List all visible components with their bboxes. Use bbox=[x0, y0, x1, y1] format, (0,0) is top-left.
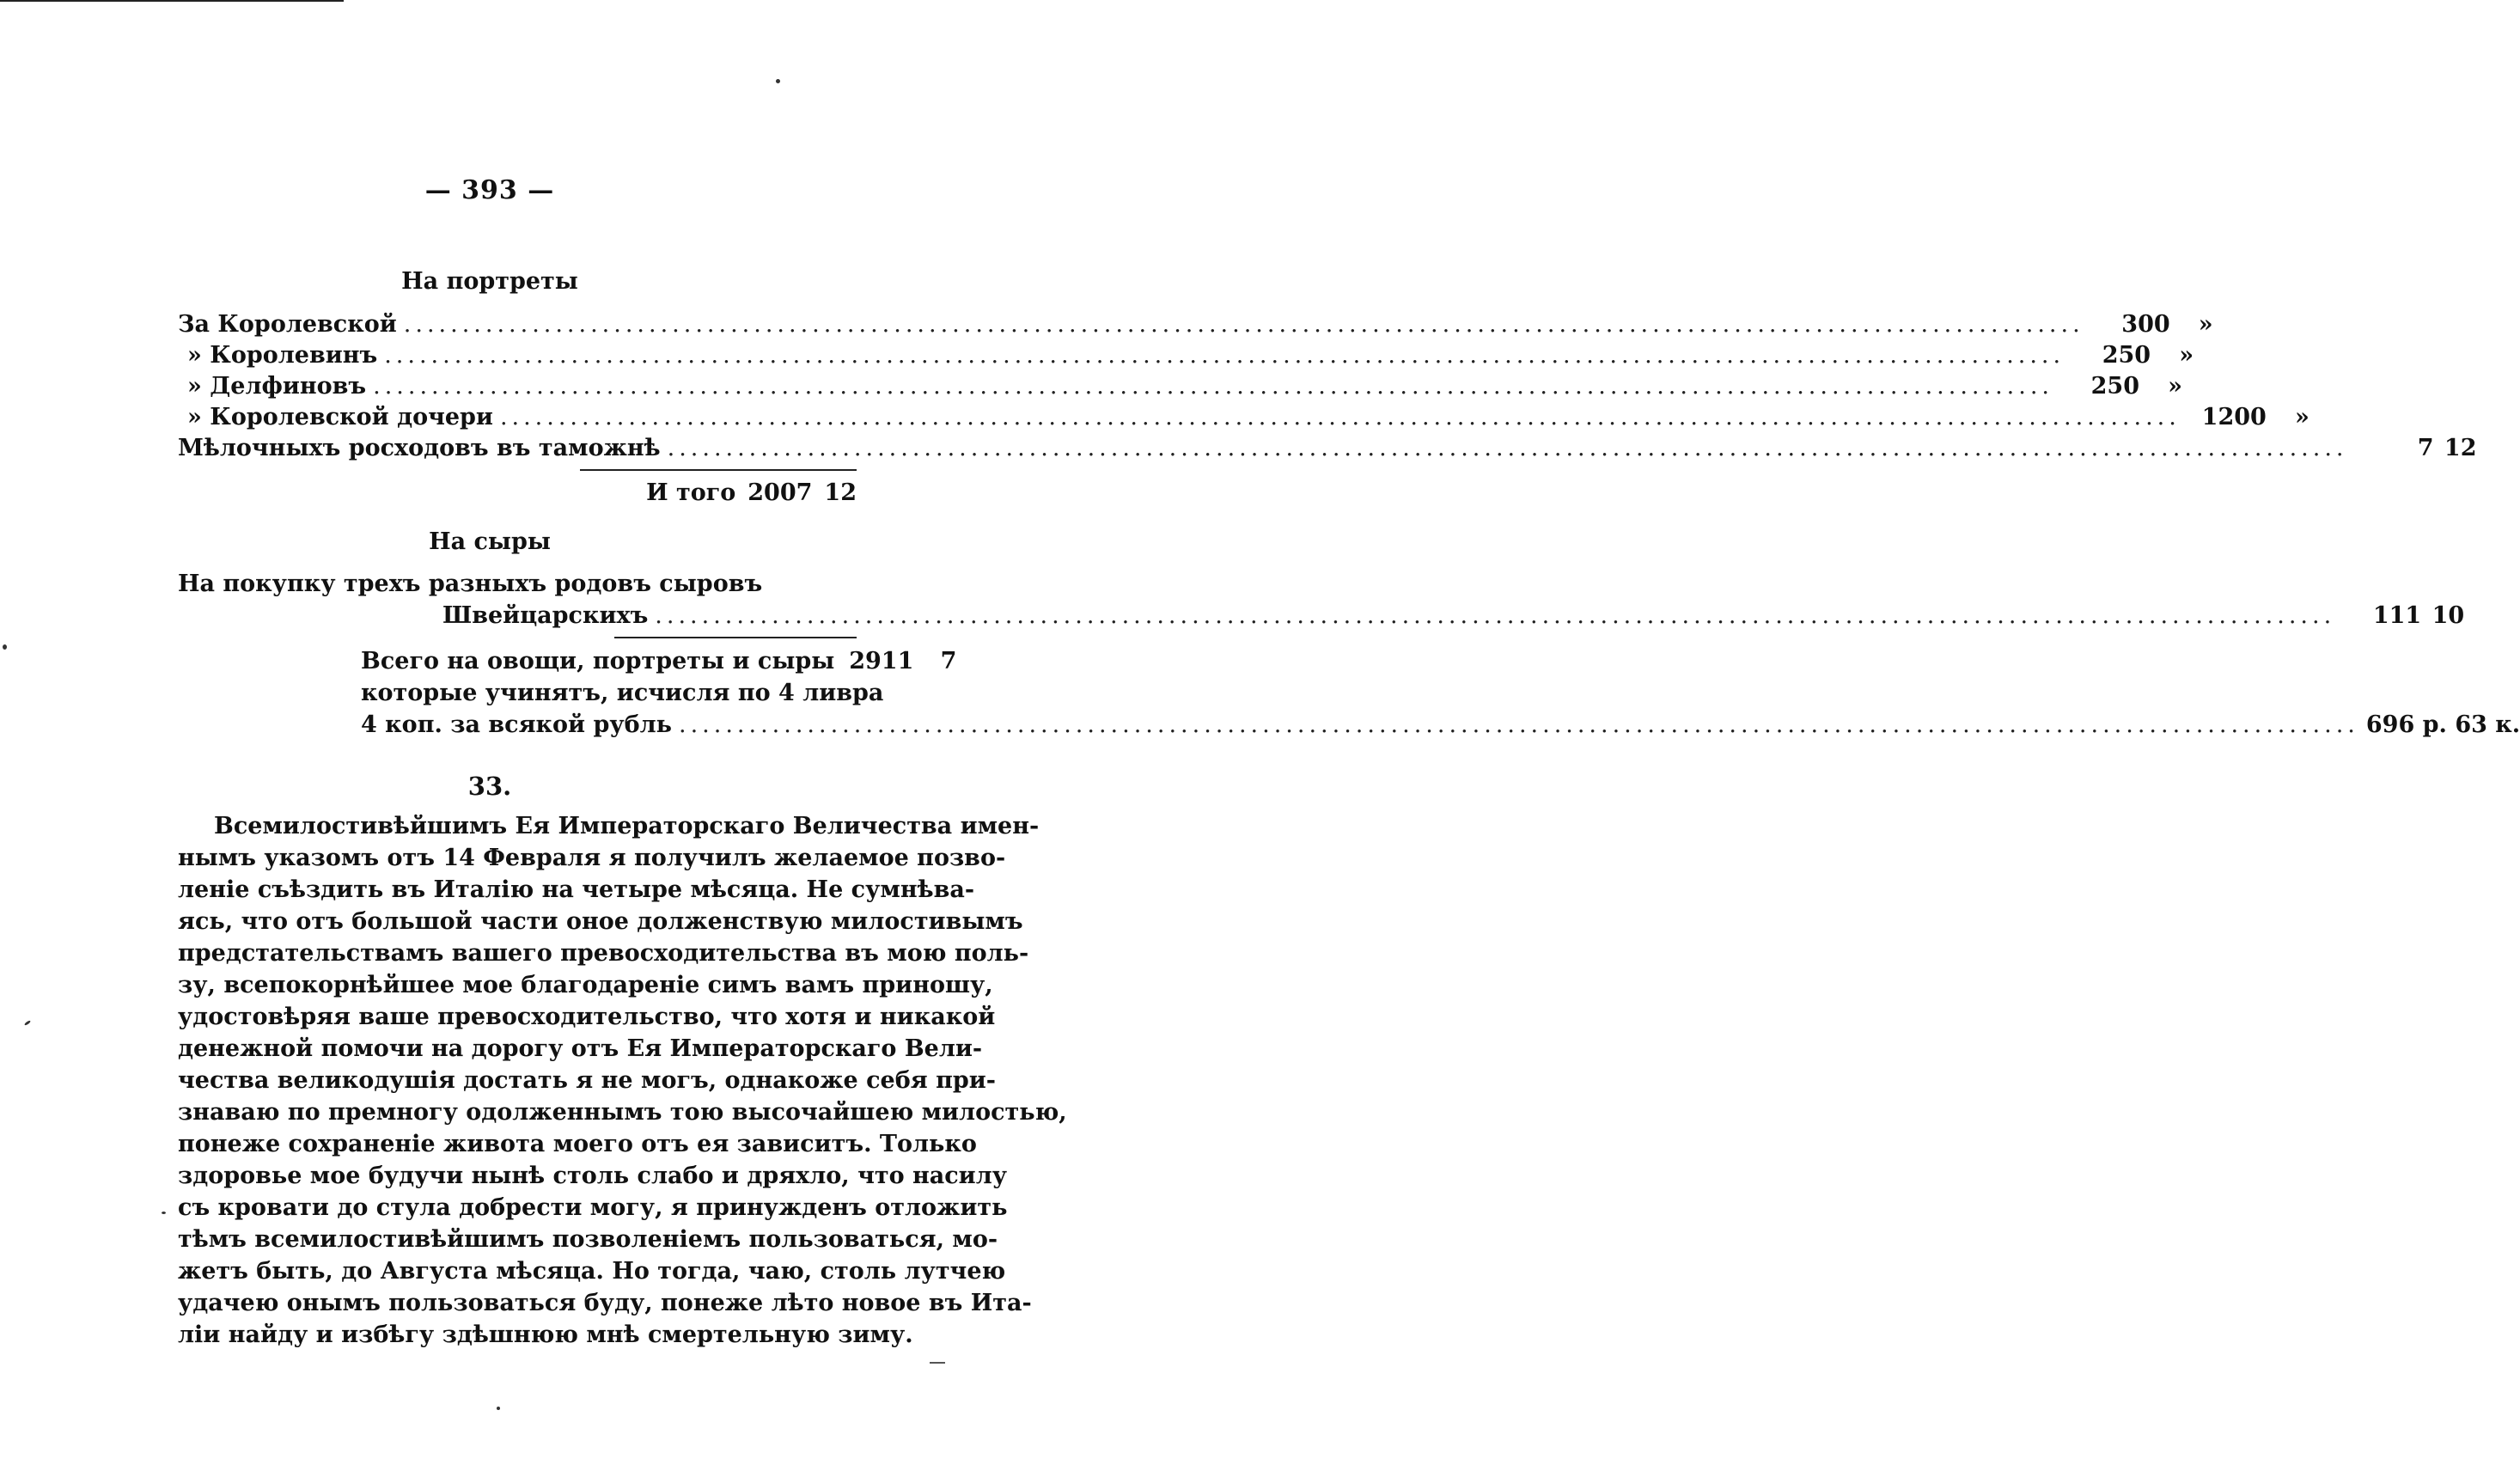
paragraph-line: съ кровати до стула добрести могу, я принужденъ отложить bbox=[178, 1194, 1008, 1221]
cheese-line: На покупку трехъ разныхъ родовъ сыровъ bbox=[178, 571, 763, 597]
summary-amount: 2911 bbox=[849, 648, 914, 675]
page-number: — 393 — bbox=[424, 175, 555, 205]
ledger-row bbox=[187, 373, 2183, 404]
ledger-row-amount: 1200 bbox=[2201, 404, 2267, 430]
total-rule bbox=[580, 469, 857, 471]
scan-mark bbox=[930, 1362, 945, 1364]
summary-label: 4 коп. за всякой рубль bbox=[361, 711, 672, 738]
ledger-row-unit: » bbox=[2198, 311, 2213, 338]
ledger-row bbox=[187, 404, 2309, 435]
paragraph-line: денежной помочи на дорогу отъ Ея Императорскаго Вели- bbox=[178, 1035, 983, 1062]
paragraph-line: лiи найду и избѣгу здѣшнюю мнѣ смертельную зиму. bbox=[178, 1322, 913, 1348]
letter-paragraph bbox=[178, 813, 1067, 1353]
ledger-row-amount: 250 bbox=[2102, 342, 2151, 369]
paragraph-line: понеже сохраненiе живота моего отъ ея зависитъ. Только bbox=[178, 1131, 977, 1157]
ledger-row-amount: 7 bbox=[2417, 435, 2434, 461]
paragraph-line: здоровье мое будучи нынѣ столь слабо и дряхло, что насилу bbox=[178, 1163, 1008, 1189]
ledger-row-label: Мѣлочныхъ росходовъ въ таможнѣ bbox=[178, 435, 661, 461]
ledger-row-unit: 12 bbox=[2444, 435, 2477, 461]
paragraph-line: чества великодушiя достать я не могъ, однакоже себя при- bbox=[178, 1067, 996, 1094]
paragraph-line: знаваю по премногу одолженнымъ тою высочайшею милостью, bbox=[178, 1099, 1067, 1126]
paragraph-line: предстательствамъ вашего превосходительства въ мою поль- bbox=[178, 940, 1029, 967]
scan-speck bbox=[24, 1020, 31, 1026]
total-amount: 2007 bbox=[747, 479, 813, 506]
ledger-row bbox=[178, 311, 2213, 342]
paragraph-line: ясь, что отъ большой части оное долженствую милостивымъ bbox=[178, 908, 1023, 935]
ledger-row-unit: » bbox=[2168, 373, 2183, 400]
portraits-total bbox=[646, 479, 857, 506]
ledger-row bbox=[178, 435, 2477, 466]
scan-speck bbox=[497, 1407, 500, 1410]
paragraph-line: ленiе съѣздить въ Италiю на четыре мѣсяца. Не сумнѣва- bbox=[178, 876, 975, 903]
scan-speck bbox=[776, 79, 780, 83]
section-number: 33. bbox=[467, 772, 512, 801]
total-unit: 12 bbox=[824, 479, 857, 506]
dot-leader bbox=[668, 435, 2348, 461]
paragraph-line: удачею онымъ пользоваться буду, понеже лѣто новое въ Ита- bbox=[178, 1290, 1032, 1316]
dot-leader bbox=[404, 311, 2084, 338]
paragraph-line: нымъ указомъ отъ 14 Февраля я получилъ желаемое позво- bbox=[178, 845, 1006, 871]
ledger-row-amount: 300 bbox=[2121, 311, 2170, 338]
dot-leader bbox=[500, 404, 2181, 430]
ledger-row bbox=[442, 602, 2465, 633]
dot-leader bbox=[655, 602, 2335, 629]
summary-line bbox=[361, 648, 957, 679]
paragraph-line: тѣмъ всемилостивѣйшимъ позволенiемъ пользоваться, мо- bbox=[178, 1226, 998, 1253]
paragraph-line: зу, всепокорнѣйшее мое благодаренiе симъ вамъ приношу, bbox=[178, 972, 993, 998]
paragraph-line: Всемилостивѣйшимъ Ея Императорскаго Величества имен- bbox=[214, 813, 1040, 839]
ledger-row-unit: » bbox=[2294, 404, 2309, 430]
ledger-row-amount: 111 bbox=[2372, 602, 2422, 629]
summary-unit: 7 bbox=[940, 648, 957, 675]
dot-leader bbox=[373, 373, 2053, 400]
paragraph-line: жетъ быть, до Августа мѣсяца. Но тогда, чаю, столь лутчею bbox=[178, 1258, 1006, 1285]
ledger-row-unit: » bbox=[2179, 342, 2194, 369]
ledger-row-amount: 250 bbox=[2090, 373, 2140, 400]
total-rule bbox=[614, 637, 857, 638]
summary-label: Всего на овощи, портреты и сыры bbox=[361, 648, 835, 675]
dot-leader bbox=[384, 342, 2065, 369]
dot-leader bbox=[679, 711, 2359, 738]
heading-portraits: На портреты bbox=[401, 268, 578, 295]
ledger-row-label: За Королевской bbox=[178, 311, 397, 338]
top-border-line bbox=[0, 0, 344, 2]
ledger-row-label: » Королевинъ bbox=[187, 342, 378, 369]
scan-speck bbox=[3, 644, 7, 650]
summary-amount: 696 р. 63 к. bbox=[2365, 711, 2520, 738]
ledger-row-label: » Королевской дочери bbox=[187, 404, 493, 430]
ledger-row-label: » Делфиновъ bbox=[187, 373, 367, 400]
ledger-row bbox=[187, 342, 2194, 373]
summary-line: которые учинятъ, исчисля по 4 ливра bbox=[361, 680, 884, 706]
paragraph-line: удостовѣряя ваше превосходительство, что хотя и никакой bbox=[178, 1004, 996, 1030]
total-label: И того bbox=[646, 479, 736, 506]
ledger-row-label: Швейцарскихъ bbox=[442, 602, 649, 629]
scan-speck bbox=[162, 1212, 166, 1214]
summary-line bbox=[361, 711, 2520, 742]
heading-cheese: На сыры bbox=[429, 528, 551, 555]
ledger-row-unit: 10 bbox=[2432, 602, 2465, 629]
